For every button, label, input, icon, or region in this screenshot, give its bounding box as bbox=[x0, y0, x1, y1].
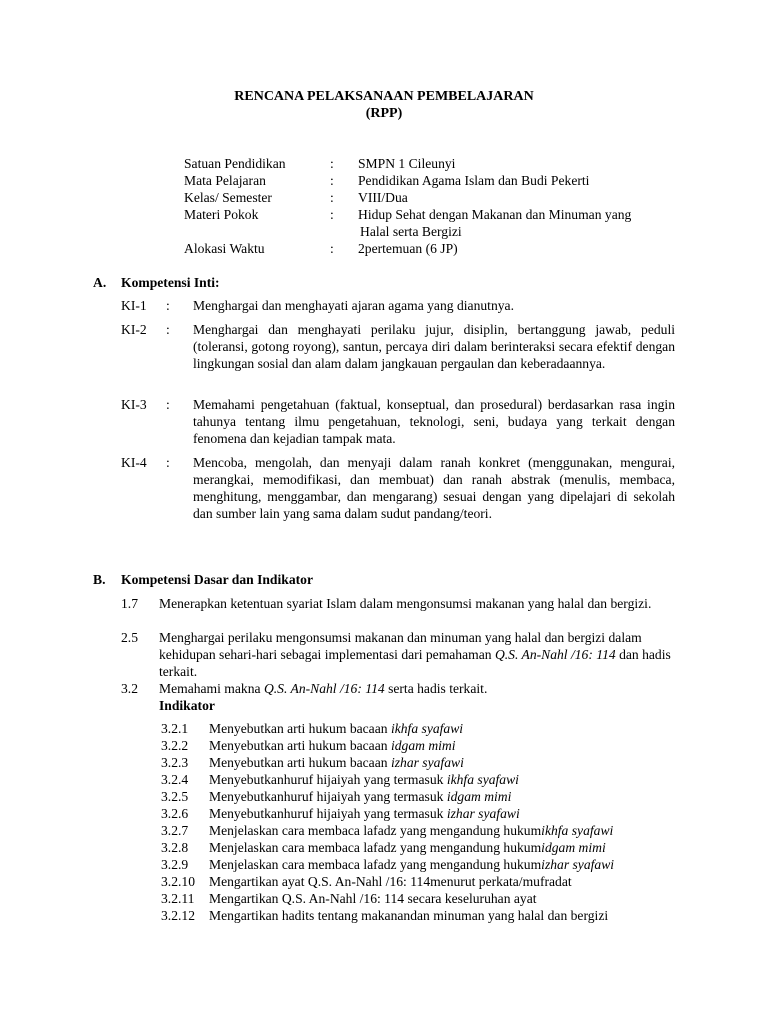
document-subtitle: (RPP) bbox=[365, 106, 403, 121]
kd-text-part: serta hadis terkait. bbox=[384, 681, 488, 696]
indikator-heading: Indikator bbox=[159, 698, 215, 713]
info-colon: : bbox=[330, 173, 334, 188]
indikator-number: 3.2.11 bbox=[161, 891, 195, 906]
info-label: Alokasi Waktu bbox=[184, 241, 265, 256]
kd-text-part: Memahami makna bbox=[159, 681, 264, 696]
indikator-text-italic: ikhfa syafawi bbox=[541, 823, 614, 838]
info-value: Hidup Sehat dengan Makanan dan Minuman yang bbox=[358, 207, 632, 222]
info-value: 2pertemuan (6 JP) bbox=[358, 241, 458, 256]
document-title: RENCANA PELAKSANAAN PEMBELAJARAN bbox=[234, 89, 534, 104]
indikator-text-plain: Menyebutkanhuruf hijaiyah yang termasuk bbox=[209, 772, 447, 787]
indikator-text bbox=[209, 754, 464, 771]
indikator-text bbox=[209, 856, 614, 873]
indikator-text bbox=[209, 822, 613, 839]
kd-reference: Q.S. An-Nahl /16: 114 bbox=[494, 647, 616, 662]
indikator-text bbox=[209, 839, 606, 856]
kd-text-part: Menghargai perilaku mengonsumsi makanan dan minuman yang halal dan bergizi dalam kehidupan sehari-hari sebagai implementasi dari pemahaman bbox=[159, 630, 642, 662]
indikator-text-italic: ikhfa syafawi bbox=[446, 772, 519, 787]
indikator-text-plain: Mengartikan ayat Q.S. An-Nahl /16: 114menurut perkata/mufradat bbox=[209, 874, 572, 889]
indikator-text-plain: Menyebutkanhuruf hijaiyah yang termasuk bbox=[209, 806, 447, 821]
section-letter: A. bbox=[93, 275, 107, 290]
indikator-text-plain: Mengartikan hadits tentang makanandan minuman yang halal dan bergizi bbox=[209, 908, 609, 923]
indikator-text-plain: Menjelaskan cara membaca lafadz yang mengandung hukum bbox=[209, 857, 542, 872]
kd-text: Menerapkan ketentuan syariat Islam dalam mengonsumsi makanan yang halal dan bergizi. bbox=[159, 596, 652, 611]
indikator-number: 3.2.10 bbox=[161, 874, 195, 889]
section-heading-a bbox=[93, 274, 220, 291]
info-label: Satuan Pendidikan bbox=[184, 156, 286, 171]
kd-text bbox=[159, 680, 679, 697]
ki-colon: : bbox=[166, 397, 170, 412]
section-title: Kompetensi Inti: bbox=[121, 275, 220, 290]
ki-code: KI-3 bbox=[121, 397, 147, 412]
indikator-text-plain: Menjelaskan cara membaca lafadz yang mengandung hukum bbox=[209, 823, 542, 838]
indikator-text-italic: izhar syafawi bbox=[446, 806, 520, 821]
indikator-text bbox=[209, 788, 511, 805]
indikator-text-italic: idgam mimi bbox=[446, 789, 512, 804]
indikator-number: 3.2.12 bbox=[161, 908, 195, 923]
info-label: Mata Pelajaran bbox=[184, 173, 266, 188]
ki-code: KI-4 bbox=[121, 455, 147, 470]
indikator-number: 3.2.7 bbox=[161, 823, 189, 838]
indikator-text bbox=[209, 805, 520, 822]
indikator-text-plain: Menyebutkan arti hukum bacaan bbox=[209, 755, 391, 770]
indikator-text-plain: Menyebutkanhuruf hijaiyah yang termasuk bbox=[209, 789, 447, 804]
indikator-text-plain: Menjelaskan cara membaca lafadz yang mengandung hukum bbox=[209, 840, 542, 855]
ki-colon: : bbox=[166, 322, 170, 337]
ki-text: Menghargai dan menghayati ajaran agama yang dianutnya. bbox=[193, 298, 514, 313]
kd-number: 1.7 bbox=[121, 596, 138, 611]
indikator-text-plain: Mengartikan Q.S. An-Nahl /16: 114 secara keseluruhan ayat bbox=[209, 891, 537, 906]
indikator-number: 3.2.9 bbox=[161, 857, 189, 872]
indikator-number: 3.2.4 bbox=[161, 772, 189, 787]
ki-colon: : bbox=[166, 298, 170, 313]
indikator-text-italic: idgam mimi bbox=[541, 840, 606, 855]
info-value-continuation: Halal serta Bergizi bbox=[360, 224, 462, 239]
indikator-text-italic: ikhfa syafawi bbox=[390, 721, 464, 736]
info-colon: : bbox=[330, 190, 334, 205]
info-value: VIII/Dua bbox=[358, 190, 408, 205]
info-label: Kelas/ Semester bbox=[184, 190, 272, 205]
indikator-text bbox=[209, 890, 537, 907]
info-value: SMPN 1 Cileunyi bbox=[358, 156, 456, 171]
section-letter: B. bbox=[93, 572, 106, 587]
info-value: Pendidikan Agama Islam dan Budi Pekerti bbox=[358, 173, 590, 188]
indikator-text-italic: izhar syafawi bbox=[390, 755, 464, 770]
indikator-text bbox=[209, 907, 608, 924]
indikator-text-italic: idgam mimi bbox=[390, 738, 456, 753]
info-colon: : bbox=[330, 241, 334, 256]
indikator-text bbox=[209, 771, 519, 788]
info-label: Materi Pokok bbox=[184, 207, 259, 222]
ki-text: Mencoba, mengolah, dan menyaji dalam ranah konkret (menggunakan, mengurai, merangkai, memodifikasi, dan membuat) dan ranah abstrak (menulis, membaca, menghitung, menggambar, dan mengarang) sesuai dengan yang dipelajari di sekolah dan sumber lain yang sama dalam sudut pandang/teori. bbox=[193, 455, 675, 521]
indikator-text-plain: Menyebutkan arti hukum bacaan bbox=[209, 738, 391, 753]
indikator-text bbox=[209, 720, 463, 737]
indikator-number: 3.2.8 bbox=[161, 840, 189, 855]
indikator-number: 3.2.1 bbox=[161, 721, 189, 736]
kd-reference: Q.S. An-Nahl /16: 114 bbox=[263, 681, 385, 696]
section-heading-b bbox=[93, 571, 313, 588]
info-colon: : bbox=[330, 207, 334, 222]
ki-code: KI-1 bbox=[121, 298, 147, 313]
indikator-text bbox=[209, 737, 456, 754]
ki-text: Menghargai dan menghayati perilaku jujur, disiplin, bertanggung jawab, peduli (toleransi, gotong royong), santun, percaya diri dalam berinteraksi secara efektif dengan lingkungan sosial dan alam dalam jangkauan pergaulan dan keberadaannya. bbox=[193, 322, 675, 371]
indikator-number: 3.2.3 bbox=[161, 755, 189, 770]
indikator-text-italic: izhar syafawi bbox=[541, 857, 615, 872]
kd-text-part: dan hadis terkait. bbox=[159, 647, 671, 679]
kd-text bbox=[159, 629, 679, 680]
kd-number: 2.5 bbox=[121, 630, 138, 645]
indikator-text-plain: Menyebutkan arti hukum bacaan bbox=[209, 721, 391, 736]
indikator-number: 3.2.6 bbox=[161, 806, 189, 821]
section-title: Kompetensi Dasar dan Indikator bbox=[121, 572, 313, 587]
ki-colon: : bbox=[166, 455, 170, 470]
kd-number: 3.2 bbox=[121, 681, 138, 696]
info-colon: : bbox=[330, 156, 334, 171]
indikator-number: 3.2.5 bbox=[161, 789, 189, 804]
indikator-text bbox=[209, 873, 572, 890]
indikator-number: 3.2.2 bbox=[161, 738, 189, 753]
ki-text: Memahami pengetahuan (faktual, konseptual, dan prosedural) berdasarkan rasa ingin tahunya tentang ilmu pengetahuan, teknologi, seni, budaya yang terkait dengan fenomena dan kejadian tampak mata. bbox=[193, 397, 675, 446]
ki-code: KI-2 bbox=[121, 322, 147, 337]
